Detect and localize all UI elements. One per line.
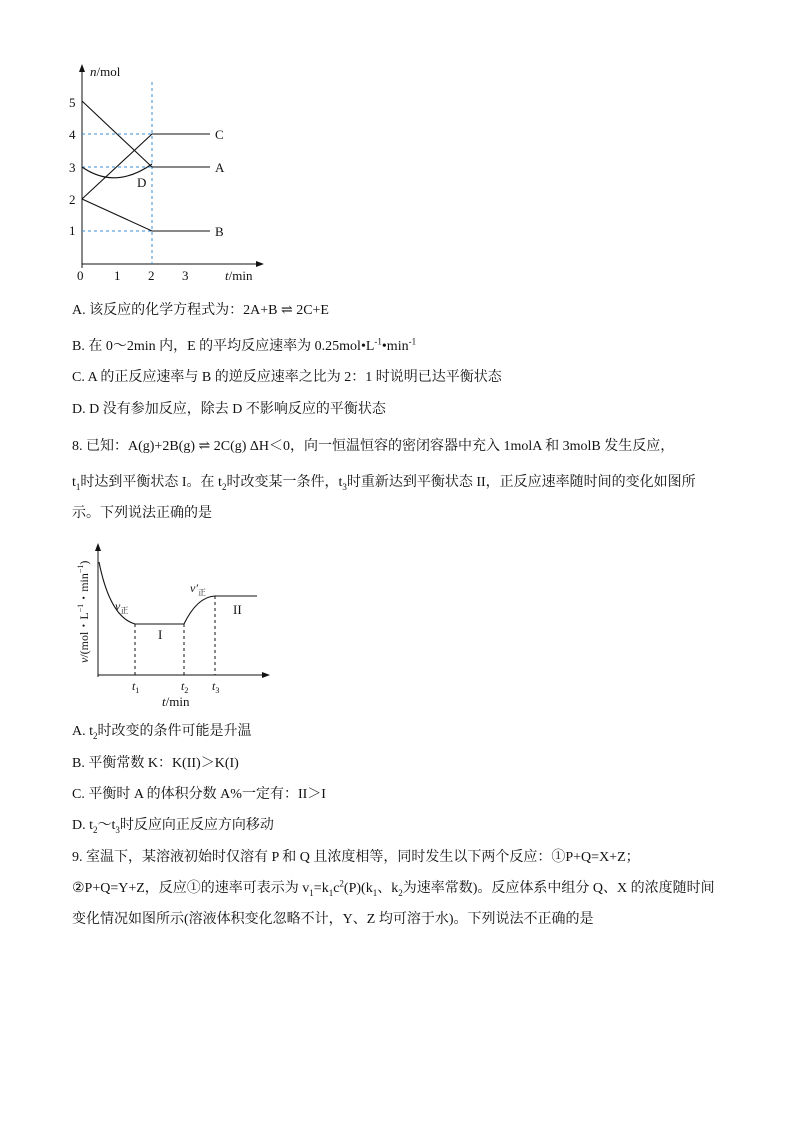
q9-line2-s3: 1 (372, 887, 378, 898)
q8-line2-b: 时改变某一条件，t (226, 475, 343, 490)
equilibrium-arrow-icon: ⇌ (280, 303, 293, 318)
x-tick-t3: $t_3$ (212, 679, 220, 695)
q8-line2-s1: 1 (75, 481, 81, 492)
q7-option-b-sup1: -1 (374, 336, 382, 347)
q8-option-d-suffix: 时反应向正反应方向移动 (119, 818, 274, 833)
label-d: D (137, 175, 147, 190)
label-a: A (215, 160, 225, 175)
q8-option-d-sub2: 3 (115, 824, 120, 835)
x-tick-label: 1 (114, 268, 121, 283)
q8-line2-c: 时重新达到平衡状态 II，正反应速率随时间的变化如图所 (346, 475, 696, 490)
q9-line2-sup: 2 (339, 878, 344, 889)
q9-line2-s1: 1 (309, 887, 314, 898)
x-tick-label: 2 (148, 268, 155, 283)
x-tick-t1: $t_1$ (132, 679, 140, 695)
q7-option-a-suffix: 2C+E (292, 303, 329, 318)
q7-option-a (72, 302, 329, 320)
q9-line-3: 变化情况如图所示(溶液体积变化忽略不计，Y、Z 均可溶于水)。下列说法不正确的是 (72, 912, 594, 927)
q8-line2-a: 时达到平衡状态 I。在 t (80, 475, 222, 490)
x-axis-arrow (262, 672, 270, 678)
q8-line2-s2: 2 (221, 481, 227, 492)
y-tick-label: 4 (69, 127, 76, 142)
q7-option-a-prefix: A. 该反应的化学方程式为：2A+B (72, 303, 281, 318)
x-axis-arrow (256, 261, 264, 267)
region-ii-label: II (233, 602, 242, 617)
label-c: C (215, 127, 224, 142)
q8-line1-a: 8. 已知：A(g)+2B(g) (72, 439, 199, 454)
q8-option-c: C. 平衡时 A 的体积分数 A%一定有：II＞I (72, 787, 326, 802)
equilibrium-arrow-icon: ⇌ (198, 439, 211, 454)
y-tick-label: 2 (69, 192, 76, 207)
q8-line2-s3: 3 (342, 481, 347, 492)
q8-line-2 (72, 474, 696, 492)
q7-option-d: D. D 没有参加反应，除去 D 不影响反应的平衡状态 (72, 402, 386, 417)
v-forward-label: $v_正$ (115, 599, 129, 615)
x-axis-label: t/min (162, 694, 190, 709)
q7-option-b-prefix: B. 在 0～2min 内，E 的平均反应速率为 0.25mol•L (72, 339, 375, 354)
q9-line2-s4: 2 (398, 887, 403, 898)
q7-option-b (72, 338, 416, 356)
q8-option-b: B. 平衡常数 K：K(II)＞K(I) (72, 756, 239, 771)
q8-line-1 (72, 438, 674, 456)
q9-line2-c: c (333, 881, 340, 896)
q9-line2-b: =k (313, 881, 329, 896)
q8-option-d-sub1: 2 (93, 824, 98, 835)
y-axis-arrow (79, 64, 85, 72)
curve-v-forward-prime (184, 596, 257, 624)
q8-option-d-mid: ～t (97, 818, 116, 833)
q7-option-b-sup2: -1 (408, 336, 417, 347)
curve-v-forward (99, 562, 184, 624)
x-tick-label: 3 (182, 268, 189, 283)
q7-option-b-mid: •min (381, 339, 409, 354)
q8-line1-b: 2C(g) ΔH＜0，向一恒温恒容的密闭容器中充入 1molA 和 3molB 发生反应， (210, 439, 675, 454)
q8-line2-t1: t (72, 475, 76, 490)
q7-option-c: C. A 的正反应速率与 B 的逆反应速率之比为 2：1 时说明已达平衡状态 (72, 370, 502, 385)
q9-line2-e: 、k (377, 881, 399, 896)
x-tick-label: 0 (77, 268, 84, 283)
y-tick-label: 1 (69, 223, 76, 238)
q8-line-3: 示。下列说法正确的是 (72, 506, 212, 521)
q9-line-1: 9. 室温下，某溶液初始时仅溶有 P 和 Q 且浓度相等，同时发生以下两个反应：①P+Q=X+Z； (72, 850, 640, 865)
x-ticks (77, 268, 189, 283)
q8-option-a-sub: 2 (93, 730, 98, 741)
figure-2-rate-time-chart (72, 535, 282, 710)
curves (82, 101, 210, 231)
v-forward-prime-label: $v'_正$ (190, 581, 206, 597)
y-ticks (69, 95, 76, 238)
y-tick-label: 3 (69, 160, 76, 175)
region-i-label: I (158, 627, 163, 642)
curve-b (82, 199, 210, 231)
q8-option-d (72, 817, 274, 835)
dashed-verticals (135, 596, 215, 675)
q8-option-a (72, 723, 252, 741)
q9-line2-a: ②P+Q=Y+Z，反应①的速率可表示为 v (72, 881, 310, 896)
q8-option-a-suffix: 时改变的条件可能是升温 (97, 724, 252, 739)
figure-1-mol-time-chart (60, 60, 270, 290)
q9-line2-d: (P)(k (343, 881, 373, 896)
q8-option-a-prefix: A. t (72, 724, 93, 739)
q9-line2-s2: 1 (328, 887, 334, 898)
x-axis-label: t/min (225, 268, 253, 283)
y-axis-label: v/(mol・$L^{-1}$・$\min^{-1}$) (76, 560, 91, 663)
q9-line2-f: 为速率常数)。反应体系中组分 Q、X 的浓度随时间 (402, 881, 715, 896)
label-b: B (215, 224, 224, 239)
y-tick-label: 5 (69, 95, 76, 110)
y-axis-label: n/mol (90, 64, 121, 79)
q8-option-d-prefix: D. t (72, 818, 93, 833)
x-tick-t2: $t_2$ (181, 679, 189, 695)
y-axis-arrow (95, 543, 101, 551)
q9-line-2 (72, 880, 715, 898)
